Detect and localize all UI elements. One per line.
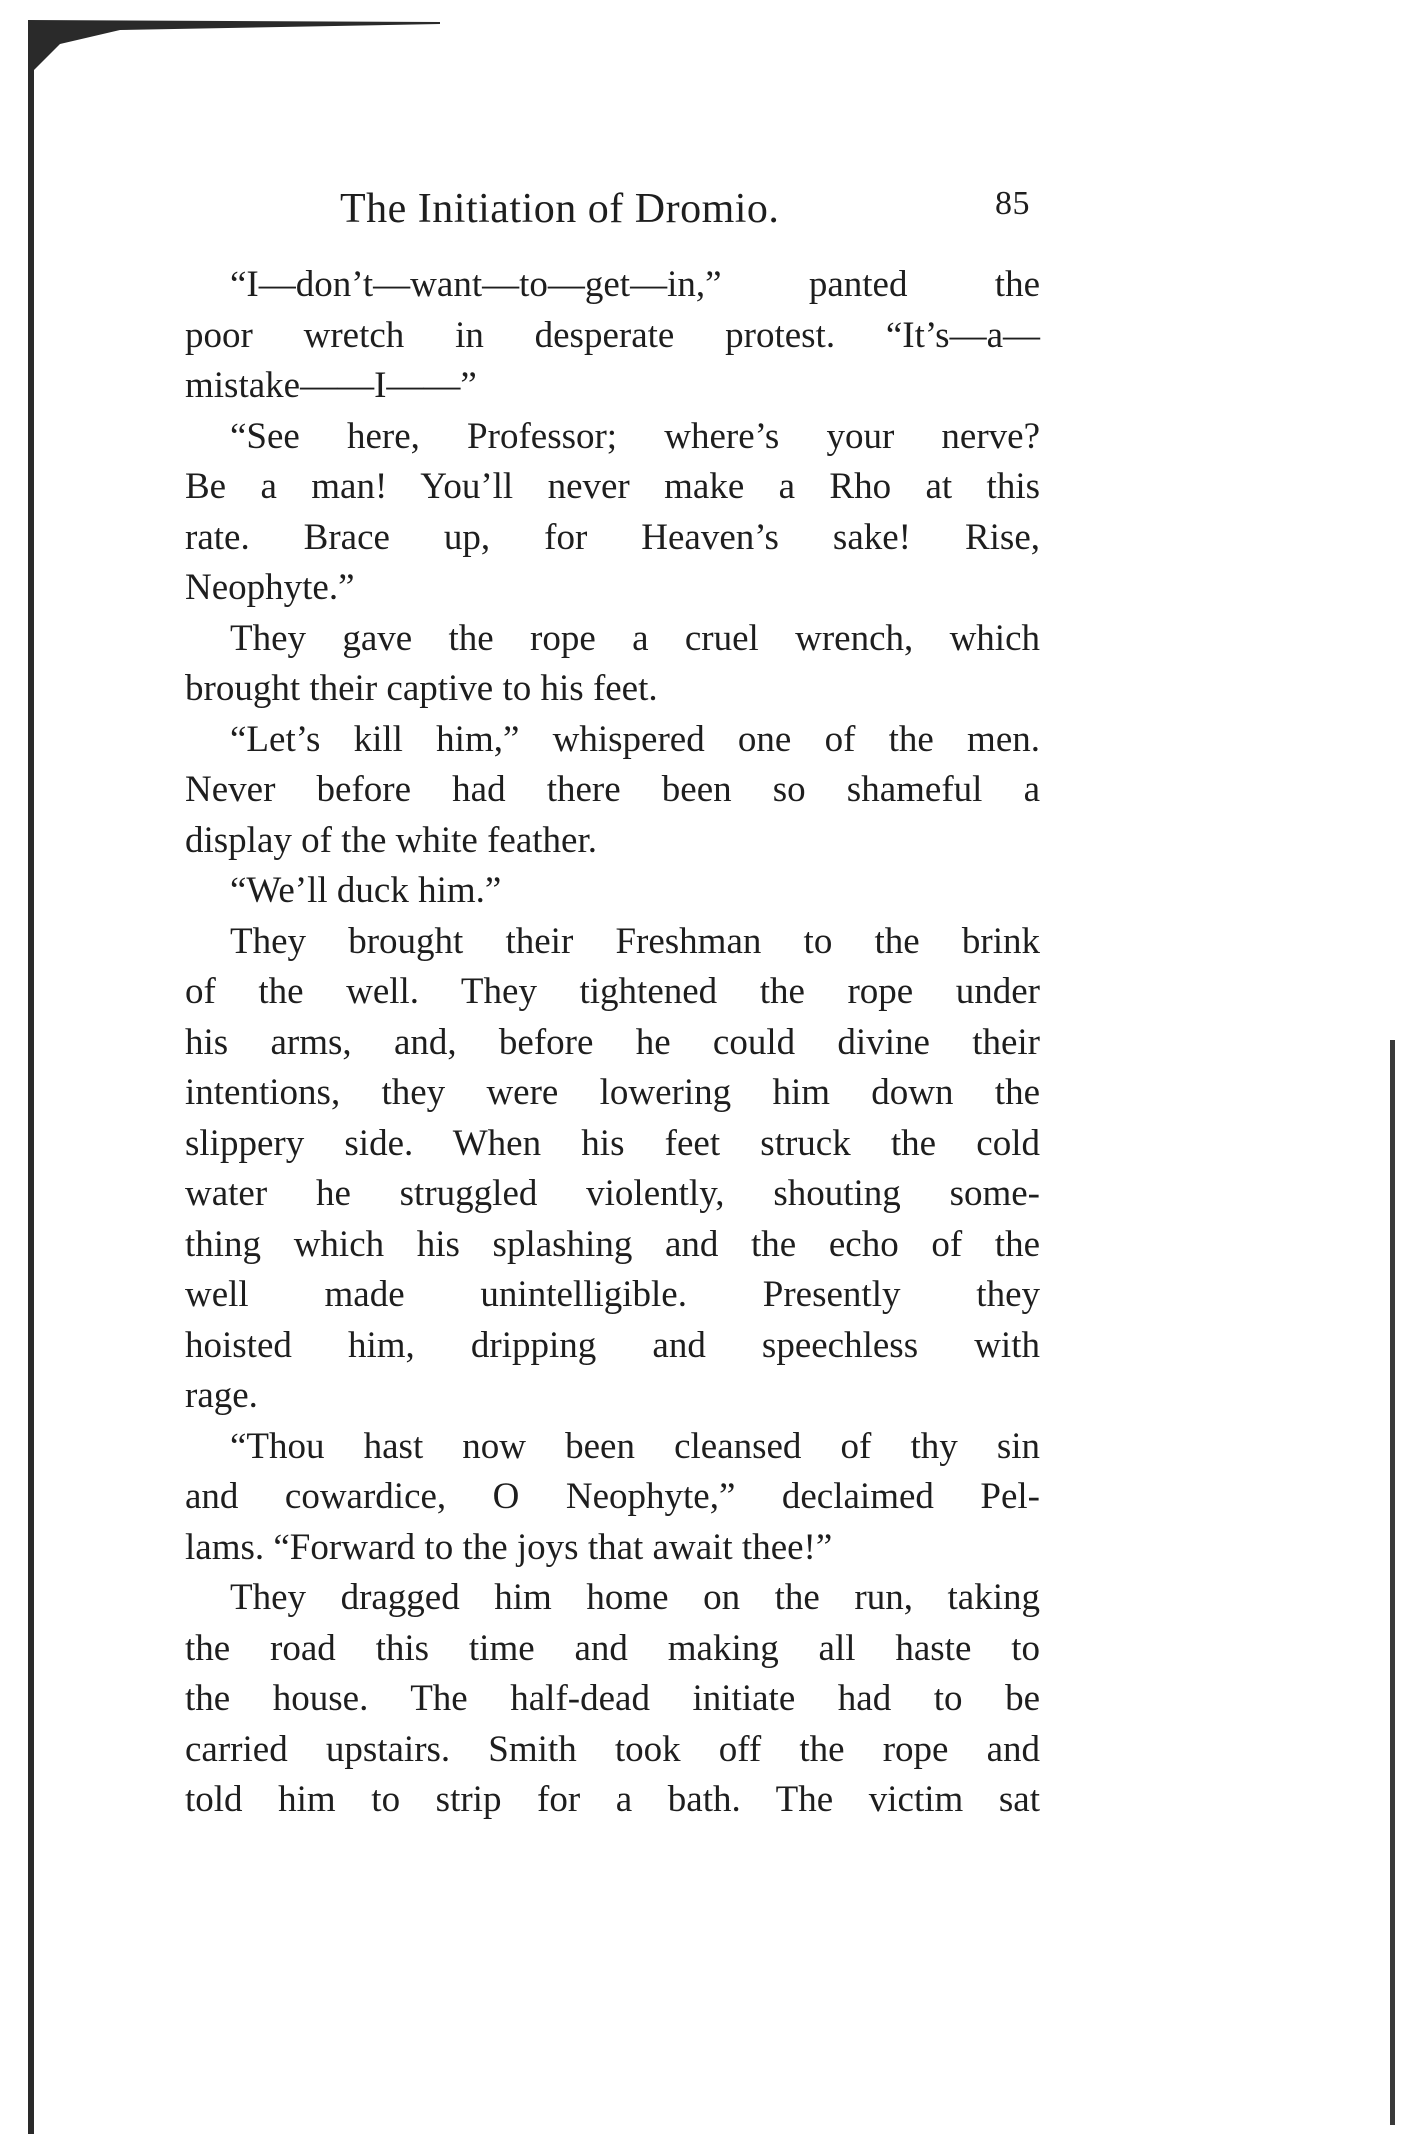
text-line: the house. The half-dead initiate had to be — [185, 1678, 1040, 1719]
text-line: rate. Brace up, for Heaven’s sake! Rise, — [185, 516, 1040, 558]
text-line: well made unintelligible. Presently they — [185, 1274, 1040, 1315]
text-line: the road this time and making all haste to — [185, 1627, 1040, 1669]
page-binding-edge-left — [28, 44, 34, 2134]
text-line: carried upstairs. Smith took off the rope and — [185, 1728, 1040, 1770]
text-line: of the well. They tightened the rope under — [185, 971, 1040, 1012]
page-binding-edge-right — [1390, 1040, 1395, 2125]
text-line: his arms, and, before he could divine their — [185, 1021, 1040, 1063]
text-line: told him to strip for a bath. The victim sat — [185, 1779, 1040, 1820]
text-line: “See here, Professor; where’s your nerve? — [230, 415, 1040, 457]
text-line: water he struggled violently, shouting some- — [185, 1173, 1040, 1214]
text-line: Be a man! You’ll never make a Rho at this — [185, 466, 1040, 507]
text-line: Neophyte.” — [185, 567, 355, 608]
text-line: “Thou hast now been cleansed of thy sin — [230, 1425, 1040, 1467]
text-line: display of the white feather. — [185, 819, 598, 861]
text-line: “Let’s kill him,” whispered one of the men. — [230, 718, 1040, 760]
page-number: 85 — [995, 185, 1030, 222]
text-line: Never before had there been so shameful a — [185, 769, 1040, 810]
text-line: poor wretch in desperate protest. “It’s—a— — [185, 314, 1040, 356]
text-line: They dragged him home on the run, taking — [230, 1577, 1040, 1618]
text-line: lams. “Forward to the joys that await thee!” — [185, 1526, 833, 1568]
text-line: brought their captive to his feet. — [185, 668, 658, 709]
text-line: “I—don’t—want—to—get—in,” panted the — [230, 264, 1040, 305]
text-line: intentions, they were lowering him down the — [185, 1072, 1040, 1113]
running-header — [340, 185, 1060, 245]
text-line: “We’ll duck him.” — [230, 870, 502, 911]
text-line: They brought their Freshman to the brink — [230, 920, 1040, 962]
text-line: mistake——I——” — [185, 365, 477, 406]
text-line: rage. — [185, 1375, 258, 1416]
text-line: and cowardice, O Neophyte,” declaimed Pel- — [185, 1476, 1040, 1517]
text-line: thing which his splashing and the echo of the — [185, 1223, 1040, 1265]
body-text — [185, 260, 1040, 1826]
page-binding-shadow-top — [0, 0, 440, 70]
running-title: The Initiation of Dromio. — [340, 186, 780, 232]
text-line: They gave the rope a cruel wrench, which — [230, 617, 1040, 659]
text-line: hoisted him, dripping and speechless with — [185, 1324, 1040, 1366]
text-line: slippery side. When his feet struck the cold — [185, 1122, 1040, 1164]
